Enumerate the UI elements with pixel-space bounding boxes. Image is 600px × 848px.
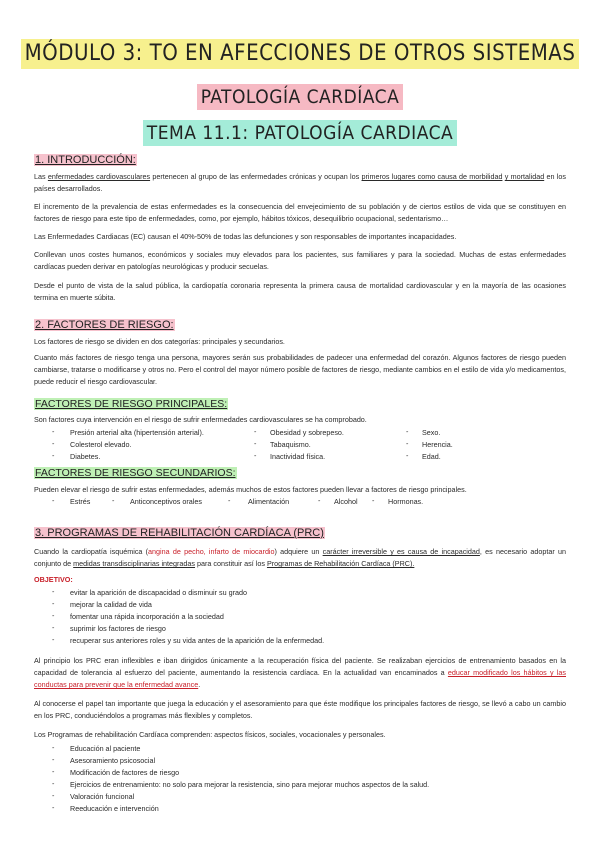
secondary-risk-item: Alimentación [248,497,290,506]
risk-paragraph-2: Cuanto más factores de riesgo tenga una persona, mayores serán sus probabilidades de padecer una enfermedad del corazón. Algunos factores de riesgo pueden cambiarse, tratarse o modificarse y otros no. Pero el control del mayor número posible de factores de riesgo, mediante cambios en el estilo de vida y/o medicamentos, puede reducir el riesgo cardiovascular. [34,353,566,386]
bullet-dash: - [52,599,55,608]
underlined-red-text: educar modificado los hábitos y las conductas para prevenir que la enfermedad avance [34,668,566,689]
text-run: Al principio los PRC eran inflexibles e iban dirigidos únicamente a la recuperación física del paciente. Se realizaban ejercicios de entrenamiento basados en la capacidad de tolerancia al esfuerzo del paciente, aumentando la resistencia cardíaca. En la actualidad van encaminados a [34,656,566,677]
component-item: Modificación de factores de riesgo [70,768,180,777]
bullet-dash: - [52,439,55,448]
bullet-dash: - [52,779,55,788]
secondary-risk-heading-text: FACTORES DE RIESGO SECUNDARIOS: [35,467,236,479]
secondary-risk-item: Hormonas. [388,497,424,506]
text-run: para constituir así los [195,559,267,568]
module-title [0,38,600,69]
secondary-risk-intro: Pueden elevar el riesgo de sufrir estas enfermedades, además muchos de estos factores pueden llevar a factores de riesgo principales. [34,485,467,494]
bullet-dash: - [406,439,409,448]
underlined-text: Programas de Rehabilitación Cardíaca (PRC). [266,559,415,568]
bullet-dash: - [52,803,55,812]
intro-paragraph-5: Desde el punto de vista de la salud pública, la cardiopatía coronaria representa la primera causa de mortalidad cardiovascular y en la mayoría de las ocasiones termina en muerte súbita. [34,281,566,302]
theme-title-text: TEMA 11.1: PATOLOGÍA CARDIACA [143,120,457,146]
component-item: Ejercicios de entrenamiento: no solo para mejorar la resistencia, sino para mejorar muchos aspectos de la salud. [70,780,430,789]
main-risk-item: Tabaquismo. [270,440,311,449]
component-item: Asesoramiento psicosocial [70,756,156,765]
bullet-dash: - [228,496,231,505]
main-risk-item: Edad. [422,452,441,461]
main-risk-item: Obesidad y sobrepeso. [270,428,344,437]
text-run: Cuando la cardiopatía isquémica ( [34,547,149,556]
topic-title-text: PATOLOGÍA CARDÍACA [197,84,404,110]
bullet-dash: - [52,496,55,505]
underlined-text: medidas transdisciplinarias integradas [73,559,196,568]
text-run: en los países desarrollados. [34,172,566,193]
bullet-dash: - [112,496,115,505]
bullet-dash: - [406,427,409,436]
risk-heading [34,318,175,332]
bullet-dash: - [254,439,257,448]
component-item: Valoración funcional [70,792,135,801]
objective-label: OBJETIVO: [34,575,73,584]
objective-item: mejorar la calidad de vida [70,600,152,609]
bullet-dash: - [52,623,55,632]
text-run: , es necesario adoptar un conjunto de [34,547,566,568]
bullet-dash: - [52,451,55,460]
bullet-dash: - [52,611,55,620]
prc-heading [34,526,325,540]
risk-heading-text: 2. FACTORES DE RIESGO: [35,319,174,331]
intro-paragraph-1 [34,171,566,195]
prc-paragraph-2 [34,655,566,691]
bullet-dash: - [52,587,55,596]
bullet-dash: - [254,451,257,460]
intro-paragraph-3: Las Enfermedades Cardiacas (EC) causan el 40%-50% de todas las defunciones y son responsables de importantes incapacidades. [34,232,457,241]
text-run: Las [34,172,48,181]
red-text: angina de pecho, infarto de miocardio [148,547,275,556]
underlined-text: enfermedades cardiovasculares [47,172,151,181]
secondary-risk-item: Anticonceptivos orales [130,497,202,506]
main-risk-item: Colesterol elevado. [70,440,132,449]
bullet-dash: - [254,427,257,436]
bullet-dash: - [52,755,55,764]
objective-item: suprimir los factores de riesgo [70,624,166,633]
text-run: . [198,680,201,689]
intro-paragraph-4: Conllevan unos costes humanos, económicos y sociales muy elevados para los pacientes, sus familiares y para la sociedad. Muchas de estas enfermedades cardíacas pueden derivar en patologías neurológicas y producir secuelas. [34,250,566,271]
prc-paragraph-3: Al conocerse el papel tan importante que juega la educación y el asesoramiento para que éste modifique los principales factores de riesgo, se llevó a cabo un cambio en los PRC, conduciéndolos a programas más flexibles y completos. [34,699,566,720]
bullet-dash: - [52,791,55,800]
objective-item: fomentar una rápida incorporación a la sociedad [70,612,224,621]
bullet-dash: - [52,427,55,436]
main-risk-item: Inactividad física. [270,452,326,461]
main-risk-heading-text: FACTORES DE RIESGO PRINCIPALES: [35,398,228,410]
topic-title [0,84,600,111]
module-title-text: MÓDULO 3: TO EN AFECCIONES DE OTROS SISTEMAS [21,39,580,69]
text-run: ) adquiere un [274,547,323,556]
objective-item: recuperar sus anteriores roles y su vida antes de la aparición de la enfermedad. [70,636,325,645]
component-item: Educación al paciente [70,744,141,753]
objective-item: evitar la aparición de discapacidad o disminuir su grado [70,588,247,597]
bullet-dash: - [406,451,409,460]
prc-heading-text: 3. PROGRAMAS DE REHABILITACIÓN CARDÍACA (PRC) [35,527,324,539]
prc-paragraph-1 [34,546,566,570]
main-risk-heading [34,397,228,411]
underlined-text: carácter irreversible y es causa de incapacidad [322,547,480,556]
bullet-dash: - [52,743,55,752]
bullet-dash: - [52,635,55,644]
bullet-dash: - [318,496,321,505]
underlined-text: y mortalidad [504,172,545,181]
main-risk-item: Sexo. [422,428,441,437]
main-risk-item: Herencia. [422,440,453,449]
secondary-risk-item: Estrés [70,497,91,506]
secondary-risk-heading [34,466,237,480]
bullet-dash: - [372,496,375,505]
text-run: pertenecen al grupo de las enfermedades crónicas y ocupan los [150,172,362,181]
bullet-dash: - [52,767,55,776]
secondary-risk-item: Alcohol [334,497,358,506]
underlined-text: primeros lugares como causa de morbilidad [361,172,503,181]
theme-title [0,120,600,147]
intro-heading [34,153,137,167]
intro-paragraph-2: El incremento de la prevalencia de estas enfermedades es la consecuencia del envejecimiento de su población y de ciertos estilos de vida que se constituyen en factores de riesgo para este tipo de enfermedades, como, por ejemplo, hábitos tóxicos, desequilibrio ocupacional, sedentarismo… [34,202,566,223]
risk-paragraph-1: Los factores de riesgo se dividen en dos categorías: principales y secundarios. [34,337,285,346]
component-item: Reeducación e intervención [70,804,159,813]
main-risk-item: Diabetes. [70,452,101,461]
main-risk-item: Presión arterial alta (hipertensión arterial). [70,428,204,437]
main-risk-intro: Son factores cuya intervención en el riesgo de sufrir enfermedades cardiovasculares se ha comprobado. [34,415,367,424]
intro-heading-text: 1. INTRODUCCIÓN: [35,154,136,166]
prc-paragraph-4: Los Programas de rehabilitación Cardíaca comprenden: aspectos físicos, sociales, vocacionales y personales. [34,730,386,739]
